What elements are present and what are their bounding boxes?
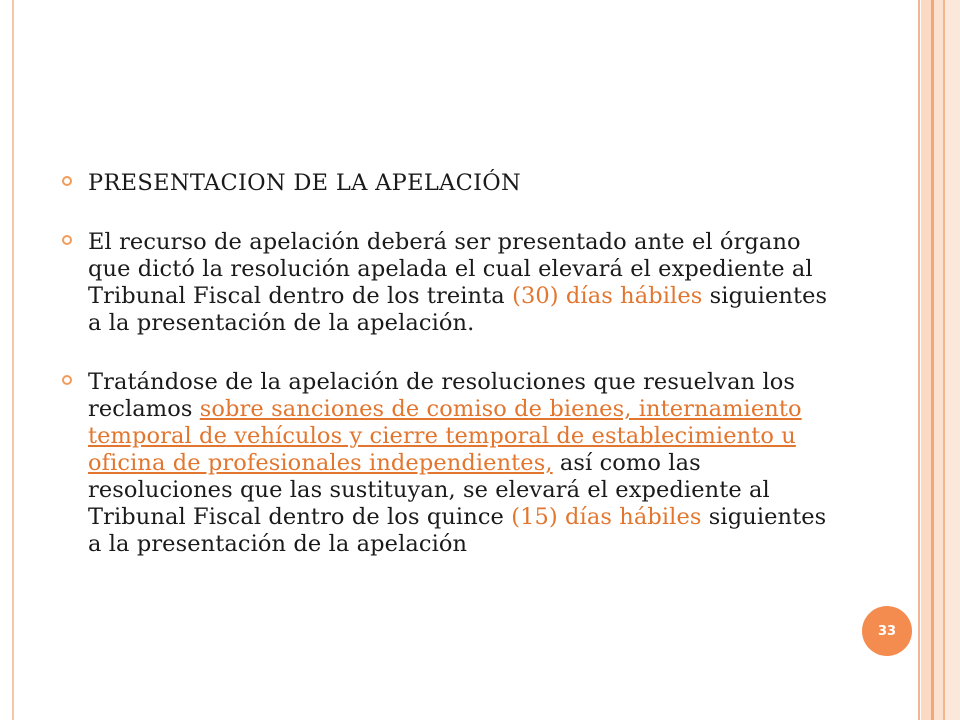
right-stripe: [934, 0, 943, 720]
paragraph-2-highlight: (15) días hábiles: [511, 504, 702, 530]
left-frame-line: [12, 0, 14, 720]
ring-bullet-icon: [62, 375, 72, 385]
paragraph-2-text-c: siguientes a la presentación de la apelación: [88, 504, 827, 557]
bullet-paragraph-1: [62, 229, 832, 337]
right-stripe: [921, 0, 931, 720]
right-stripe: [918, 0, 920, 720]
ring-bullet-icon: [62, 176, 72, 186]
right-stripe: [945, 0, 960, 720]
paragraph-2-text-a: Tratándose de la apelación de resoluciones que resuelvan los reclamos: [88, 369, 796, 422]
page-number: 33: [877, 623, 897, 639]
paragraph-1-text-b: siguientes a la presentación de la apelación.: [88, 283, 828, 336]
paragraph-1-highlight: (30) días hábiles: [512, 283, 703, 309]
paragraph-2-link[interactable]: sobre sanciones de comiso de bienes, internamiento temporal de vehículos y cierre temporal de establecimiento u oficina de profesionales independientes,: [88, 396, 802, 476]
slide-content: [62, 170, 832, 558]
bullet-paragraph-2: [62, 369, 832, 558]
paragraph-1-text-a: El recurso de apelación deberá ser presentado ante el órgano que dictó la resolución apelada el cual elevará el expediente al Tribunal Fiscal dentro de los treinta: [88, 229, 813, 309]
bullet-heading: [62, 170, 832, 197]
ring-bullet-icon: [62, 235, 72, 245]
paragraph-2-text-b: así como las resoluciones que las sustituyan, se elevará el expediente al Tribunal Fiscal dentro de los quince: [88, 450, 770, 530]
page-number-badge: [862, 606, 912, 656]
slide-heading: PRESENTACION DE LA APELACIÓN: [88, 170, 522, 196]
